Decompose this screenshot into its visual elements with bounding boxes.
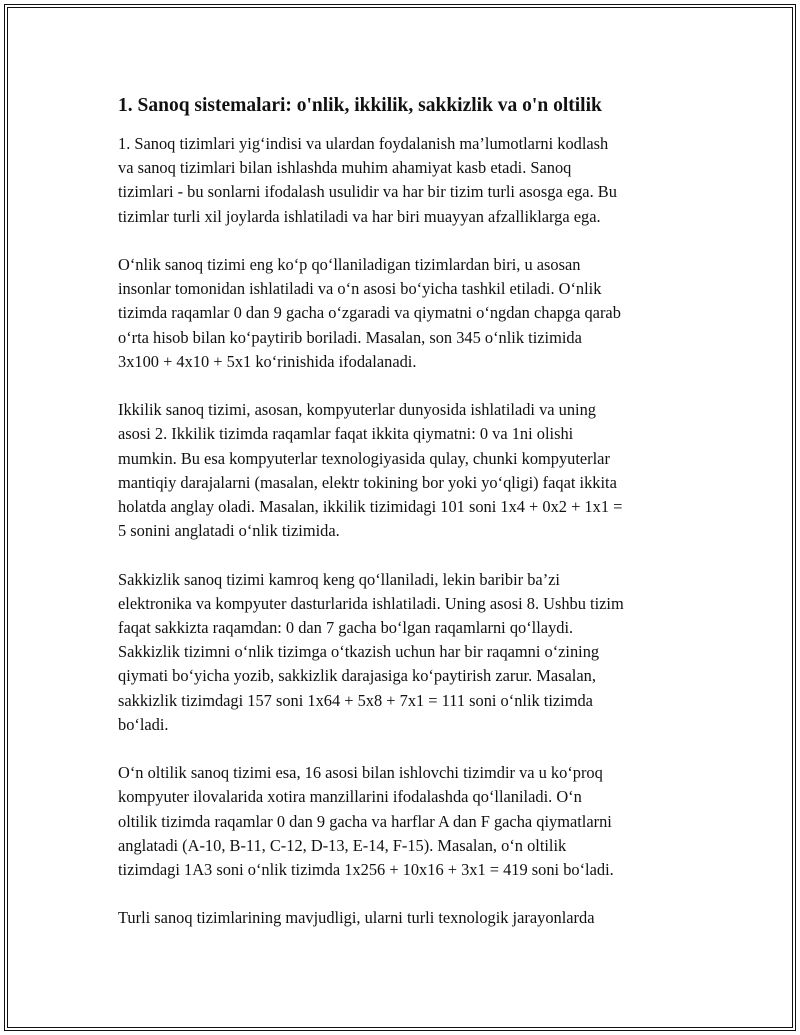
text-line: elektronika va kompyuter dasturlarida ishlatiladi. Uning asosi 8. Ushbu tizim <box>118 593 624 613</box>
text-line: holatda anglay oladi. Masalan, ikkilik tizimidagi 101 soni 1x4 + 0x2 + 1x1 = <box>118 497 623 517</box>
text-line: o‘rta hisob bilan ko‘paytirib boriladi. Masalan, son 345 o‘nlik tizimida <box>118 327 582 347</box>
text-line: asosi 2. Ikkilik tizimda raqamlar faqat ikkita qiymatni: 0 va 1ni olishi <box>118 424 574 444</box>
text-line: 1. Sanoq tizimlari yig‘indisi va ulardan foydalanish ma’lumotlarni kodlash <box>118 134 609 153</box>
paragraph-conclusion <box>118 906 688 930</box>
text-line: mumkin. Bu esa kompyuterlar texnologiyasida qulay, chunki kompyuterlar <box>118 448 610 468</box>
text-line: Turli sanoq tizimlarining mavjudligi, ularni turli texnologik jarayonlarda <box>118 908 595 928</box>
text-line: 3x100 + 4x10 + 5x1 ko‘rinishida ifodalanadi. <box>118 351 417 371</box>
section-heading: 1. Sanoq sistemalari: o'nlik, ikkilik, sakkizlik va o'n oltilik <box>118 95 602 116</box>
paragraph-hexadecimal <box>118 761 688 882</box>
text-line: O‘nlik sanoq tizimi eng ko‘p qo‘llaniladigan tizimlardan biri, u asosan <box>118 255 581 274</box>
text-line: Sakkizlik sanoq tizimi kamroq keng qo‘llaniladi, lekin baribir ba’zi <box>118 569 560 589</box>
text-line: va sanoq tizimlari bilan ishlashda muhim ahamiyat kasb etadi. Sanoq <box>118 158 572 178</box>
text-line: tizimlar turli xil joylarda ishlatiladi va har biri muayyan afzalliklarga ega. <box>118 206 601 226</box>
text-line: sakkizlik tizimdagi 157 soni 1x64 + 5x8 + 7x1 = 111 soni o‘nlik tizimda <box>118 690 593 710</box>
text-line: faqat sakkizta raqamdan: 0 dan 7 gacha bo‘lgan raqamlarni qo‘llaydi. <box>118 618 574 638</box>
text-line: anglatadi (A-10, B-11, C-12, D-13, E-14, F-15). Masalan, o‘n oltilik <box>118 835 567 855</box>
paragraph-octal <box>118 568 688 737</box>
text-line: oltilik tizimda raqamlar 0 dan 9 gacha va harflar A dan F gacha qiymatlarni <box>118 811 612 831</box>
text-line: Sakkizlik tizimni o‘nlik tizimga o‘tkazish uchun har bir raqamni o‘zining <box>118 642 600 662</box>
text-line: tizimlari - bu sonlarni ifodalash usulidir va har bir tizim turli asosga ega. Bu <box>118 182 617 202</box>
document-body <box>118 94 688 955</box>
paragraph-binary <box>118 398 688 543</box>
text-line: tizimda raqamlar 0 dan 9 gacha o‘zgaradi va qiymatni o‘ngdan chapga qarab <box>118 303 621 323</box>
text-line: 5 sonini anglatadi o‘nlik tizimida. <box>118 521 340 541</box>
text-line: kompyuter ilovalarida xotira manzillarini ifodalashda qo‘llaniladi. O‘n <box>118 787 582 807</box>
text-line: O‘n oltilik sanoq tizimi esa, 16 asosi bilan ishlovchi tizimdir va u ko‘proq <box>118 763 603 783</box>
paragraph-decimal <box>118 253 688 374</box>
text-line: Ikkilik sanoq tizimi, asosan, kompyuterlar dunyosida ishlatiladi va uning <box>118 400 596 420</box>
text-line: qiymati bo‘yicha yozib, sakkizlik darajasiga ko‘paytirish zarur. Masalan, <box>118 666 596 686</box>
text-line: mantiqiy darajalarni (masalan, elektr tokining bor yoki yo‘qligi) faqat ikkita <box>118 472 617 492</box>
paragraph-intro <box>118 132 688 229</box>
text-line: bo‘ladi. <box>118 714 169 734</box>
text-line: tizimdagi 1A3 soni o‘nlik tizimda 1x256 + 10x16 + 3x1 = 419 soni bo‘ladi. <box>118 860 614 880</box>
text-line: insonlar tomonidan ishlatiladi va o‘n asosi bo‘yicha tashkil etiladi. O‘nlik <box>118 279 602 299</box>
